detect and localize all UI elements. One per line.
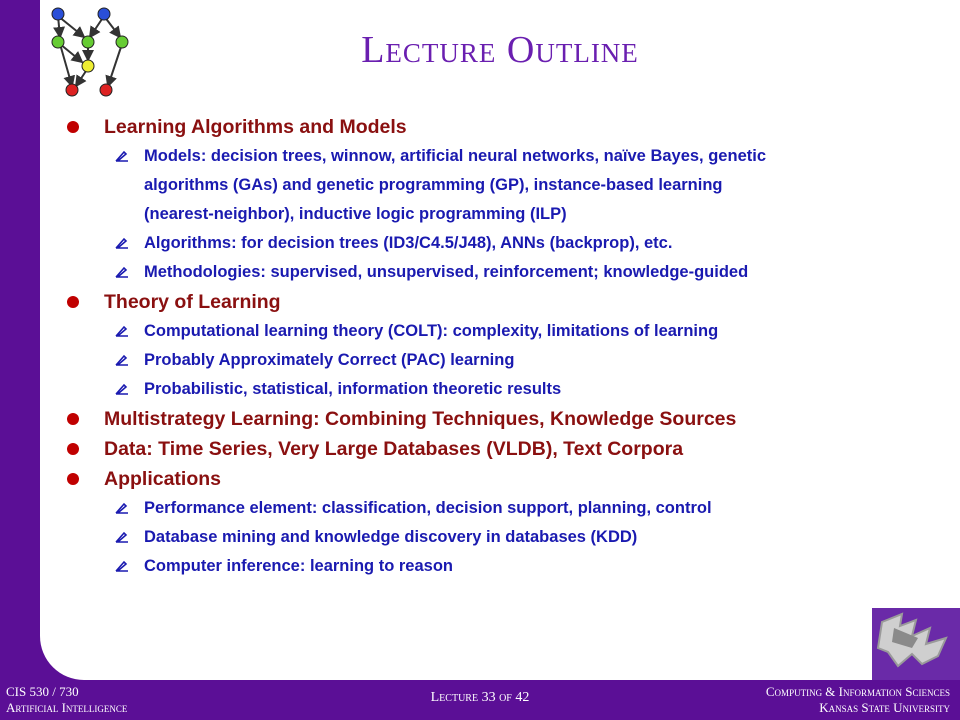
sub-item-line: Probably Approximately Correct (PAC) learning bbox=[144, 351, 515, 369]
footer-department-name: Computing & Information Sciences bbox=[765, 684, 950, 699]
red-dot-icon bbox=[67, 121, 79, 133]
footer-course-code: CIS 530 / 730 bbox=[6, 684, 79, 699]
pencil-check-icon bbox=[114, 149, 130, 163]
sub-item bbox=[66, 375, 956, 404]
sub-item bbox=[66, 142, 956, 229]
page-title: Lecture Outline bbox=[361, 29, 639, 71]
outline-item bbox=[66, 112, 956, 142]
sub-item-line: Performance element: classification, decision support, planning, control bbox=[144, 499, 712, 517]
sub-item bbox=[66, 552, 956, 581]
sub-item-line: Methodologies: supervised, unsupervised, reinforcement; knowledge-guided bbox=[144, 263, 749, 281]
pencil-check-icon bbox=[114, 236, 130, 250]
pencil-check-icon bbox=[114, 559, 130, 573]
footer-course-name: Artificial Intelligence bbox=[6, 700, 128, 715]
outline-item-label: Data: Time Series, Very Large Databases (VLDB), Text Corpora bbox=[104, 438, 684, 460]
sub-item bbox=[66, 317, 956, 346]
sub-item-line: Probabilistic, statistical, information theoretic results bbox=[144, 380, 562, 398]
sub-item-line: Models: decision trees, winnow, artificial neural networks, naïve Bayes, genetic bbox=[144, 147, 766, 165]
pencil-check-icon bbox=[114, 265, 130, 279]
sub-item-line: algorithms (GAs) and genetic programming (GP), instance-based learning bbox=[144, 176, 723, 194]
sub-item-line: Database mining and knowledge discovery in databases (KDD) bbox=[144, 528, 638, 546]
outline-item-label: Multistrategy Learning: Combining Techniques, Knowledge Sources bbox=[104, 408, 737, 430]
outline-item bbox=[66, 287, 956, 317]
red-dot-icon bbox=[67, 413, 79, 425]
pencil-check-icon bbox=[114, 530, 130, 544]
red-dot-icon bbox=[67, 473, 79, 485]
wildcat-logo-icon bbox=[872, 608, 960, 680]
red-dot-icon bbox=[67, 296, 79, 308]
sub-item-line: Algorithms: for decision trees (ID3/C4.5/J48), ANNs (backprop), etc. bbox=[144, 234, 673, 252]
sub-item-line: Computational learning theory (COLT): complexity, limitations of learning bbox=[144, 322, 719, 340]
sub-item bbox=[66, 346, 956, 375]
pencil-check-icon bbox=[114, 324, 130, 338]
sub-item-line: Computer inference: learning to reason bbox=[144, 557, 453, 575]
footer-university-name: Kansas State University bbox=[819, 700, 950, 715]
outline-item-label: Learning Algorithms and Models bbox=[104, 116, 407, 138]
pencil-check-icon bbox=[114, 353, 130, 367]
outline-item-label: Theory of Learning bbox=[104, 291, 281, 313]
sub-item bbox=[66, 229, 956, 258]
outline-item-label: Applications bbox=[104, 468, 222, 490]
bayesian-network-graph-icon bbox=[44, 4, 136, 98]
red-dot-icon bbox=[67, 443, 79, 455]
outline bbox=[66, 112, 956, 581]
footer-department bbox=[766, 684, 950, 716]
sub-item bbox=[66, 494, 956, 523]
outline-item bbox=[66, 434, 956, 464]
footer-course bbox=[6, 684, 127, 716]
sub-item-line: (nearest-neighbor), inductive logic programming (ILP) bbox=[144, 205, 567, 223]
pencil-check-icon bbox=[114, 382, 130, 396]
sub-item bbox=[66, 523, 956, 552]
footer-lecture-number: Lecture 33 of 42 bbox=[430, 690, 530, 705]
sub-item bbox=[66, 258, 956, 287]
outline-item bbox=[66, 464, 956, 494]
outline-item bbox=[66, 404, 956, 434]
pencil-check-icon bbox=[114, 501, 130, 515]
